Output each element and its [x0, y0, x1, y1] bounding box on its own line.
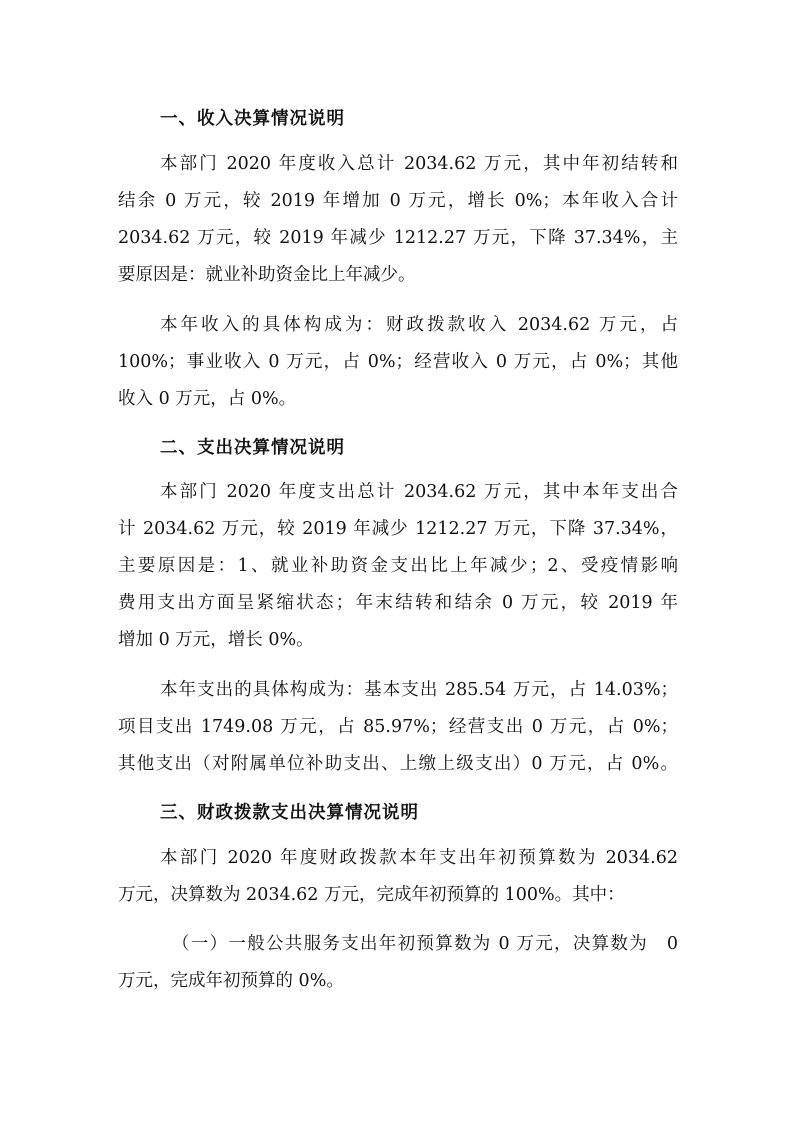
paragraph-line: 增加 0 万元，增长 0%。: [118, 630, 314, 650]
paragraph-line: （一）一般公共服务支出年初预算数为 0 万元，决算数为 0: [172, 934, 678, 954]
paragraph-line: 收入 0 万元，占 0%。: [118, 389, 297, 409]
section-heading-fiscal: 三、财政拨款支出决算情况说明: [160, 803, 419, 823]
section-heading-expenditure: 二、支出决算情况说明: [160, 438, 345, 458]
paragraph-line: 本部门 2020 年度收入总计 2034.62 万元，其中年初结转和: [160, 154, 678, 174]
paragraph-line: 100%；事业收入 0 万元，占 0%；经营收入 0 万元，占 0%；其他: [118, 352, 678, 372]
paragraph-line: 万元，决算数为 2034.62 万元，完成年初预算的 100%。其中：: [118, 885, 625, 905]
paragraph-line: 本部门 2020 年度支出总计 2034.62 万元，其中本年支出合: [160, 482, 678, 502]
paragraph-line: 2034.62 万元，较 2019 年减少 1212.27 万元，下降 37.34%，主: [118, 228, 678, 248]
section-heading-income: 一、收入决算情况说明: [160, 109, 345, 129]
paragraph-line: 项目支出 1749.08 万元，占 85.97%；经营支出 0 万元，占 0%；: [118, 717, 678, 737]
paragraph-line: 其他支出（对附属单位补助支出、上缴上级支出）0 万元，占 0%。: [118, 754, 678, 774]
paragraph-line: 主要原因是：1、就业补助资金支出比上年减少；2、受疫情影响: [118, 556, 678, 576]
paragraph-line: 要原因是：就业补助资金比上年减少。: [118, 265, 416, 285]
paragraph-line: 费用支出方面呈紧缩状态；年末结转和结余 0 万元，较 2019 年: [118, 593, 678, 613]
paragraph-line: 本年支出的具体构成为：基本支出 285.54 万元，占 14.03%；: [160, 680, 678, 700]
paragraph-line: 本部门 2020 年度财政拨款本年支出年初预算数为 2034.62: [160, 848, 678, 868]
paragraph-line: 计 2034.62 万元，较 2019 年减少 1212.27 万元，下降 37.34%，: [118, 519, 678, 539]
paragraph-line: 万元，完成年初预算的 0%。: [118, 971, 344, 991]
paragraph-line: 结余 0 万元，较 2019 年增加 0 万元，增长 0%；本年收入合计: [118, 191, 678, 211]
paragraph-line: 本年收入的具体构成为：财政拨款收入 2034.62 万元，占: [160, 315, 678, 335]
